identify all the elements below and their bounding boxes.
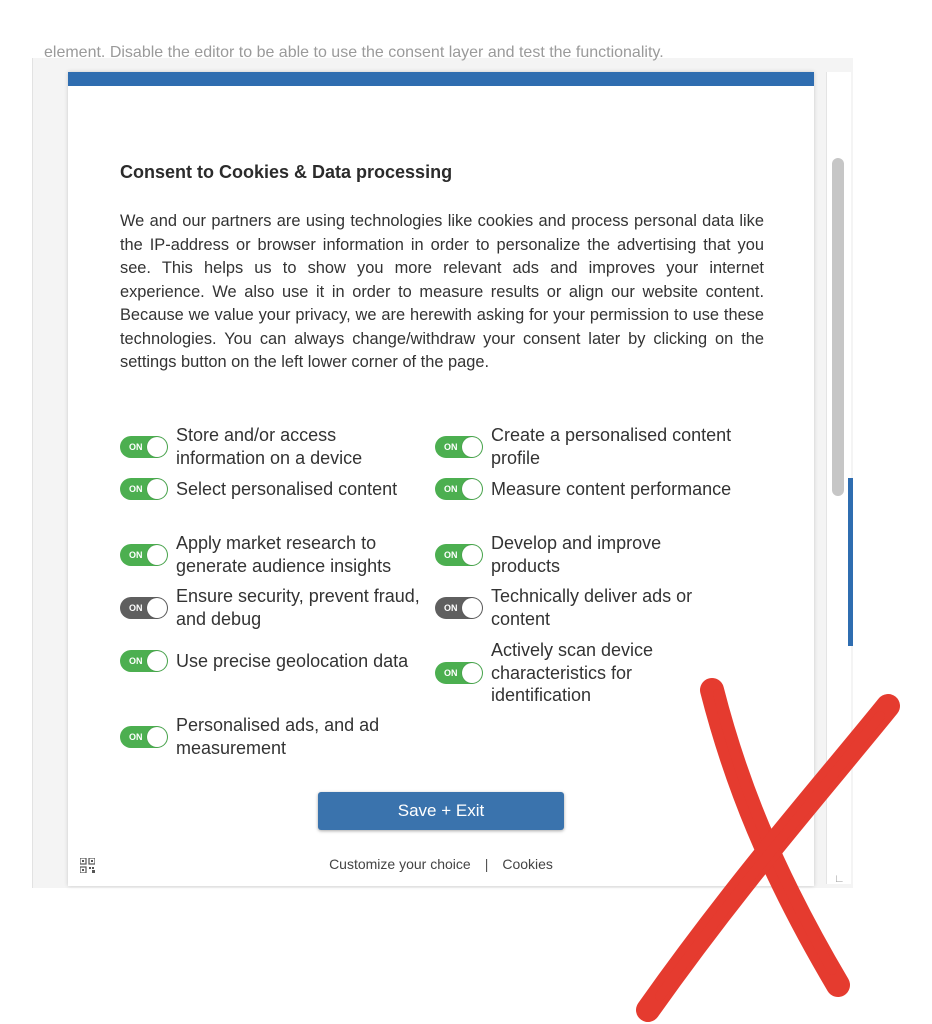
consent-item-label: Create a personalised content profile [491,425,732,468]
toggle-knob [462,479,482,499]
toggle-switch[interactable] [435,662,483,684]
toggle-knob [147,437,167,457]
toggle-state-label: ON [444,667,458,678]
toggle-knob [462,663,482,683]
modal-description: We and our partners are using technologies like cookies and process personal data like the IP-address or browser information in order to personalize the advertising that you see. This helps us to show you more relevant ads and improves your internet experience. We also use it in order to measure results or align our website content. Because we value your privacy, we are herewith asking for your permission to use these technologies. You can always change/withdraw your consent later by clicking on the settings button on the left lower corner of the page. [120,212,764,371]
consent-item-deliver-ads [435,585,735,630]
toggle-state-label: ON [129,602,143,613]
toggle-state-label: ON [129,484,143,495]
resize-handle-icon[interactable]: ∟ [834,873,845,885]
consent-item-label: Use precise geolocation data [176,651,409,671]
consent-item-label: Ensure security, prevent fraud, and debug [176,586,420,629]
consent-item-scan-device [435,639,735,707]
consent-item-select-content [120,478,420,501]
toggle-state-label: ON [444,484,458,495]
consent-modal [68,72,814,886]
footer-separator: | [484,856,489,872]
toggle-knob [147,727,167,747]
consent-item-content-profile [435,424,735,469]
toggle-state-label: ON [444,441,458,452]
toggle-knob [147,651,167,671]
consent-item-store-access [120,424,420,469]
background-partial-text: element. Disable the editor to be able to use the consent layer and test the functionality. [44,44,664,61]
consent-item-measure-content [435,478,735,501]
consent-item-label: Store and/or access information on a device [176,425,363,468]
consent-item-market-research [120,532,420,577]
consent-item-label: Actively scan device characteristics for identification [491,640,654,705]
toggle-state-label: ON [129,656,143,667]
toggle-knob [462,437,482,457]
consent-item-personalised-ads [120,714,420,759]
toggle-switch[interactable] [435,478,483,500]
toggle-switch[interactable] [120,726,168,748]
toggle-state-label: ON [444,602,458,613]
toggle-switch[interactable] [120,650,168,672]
toggle-knob [462,545,482,565]
toggle-switch[interactable] [435,544,483,566]
modal-title: Consent to Cookies & Data processing [120,162,453,182]
toggle-state-label: ON [444,549,458,560]
toggle-state-label: ON [129,731,143,742]
side-accent-bar [848,478,853,646]
toggle-knob [147,545,167,565]
toggle-state-label: ON [129,441,143,452]
consent-item-security [120,585,420,630]
consent-item-label: Measure content performance [491,479,732,499]
toggle-state-label: ON [129,549,143,560]
toggle-switch[interactable] [120,544,168,566]
consent-item-label: Apply market research to generate audience insights [176,533,392,576]
toggle-knob [462,598,482,618]
toggle-switch[interactable] [435,436,483,458]
customize-choice-link[interactable]: Customize your choice [329,856,471,872]
toggle-knob [147,479,167,499]
scrollbar-thumb[interactable] [832,158,844,496]
modal-footer [68,856,814,872]
consent-item-geolocation [120,650,420,673]
consent-item-label: Select personalised content [176,479,398,499]
consent-item-label: Technically deliver ads or content [491,586,693,629]
consent-item-label: Develop and improve products [491,533,662,576]
toggle-switch[interactable] [435,597,483,619]
toggle-knob [147,598,167,618]
cookies-link[interactable]: Cookies [502,856,553,872]
toggle-switch[interactable] [120,478,168,500]
save-exit-button[interactable]: Save + Exit [318,792,564,830]
consent-item-develop-products [435,532,735,577]
toggle-switch[interactable] [120,436,168,458]
consent-item-label: Personalised ads, and ad measurement [176,715,380,758]
toggle-switch[interactable] [120,597,168,619]
